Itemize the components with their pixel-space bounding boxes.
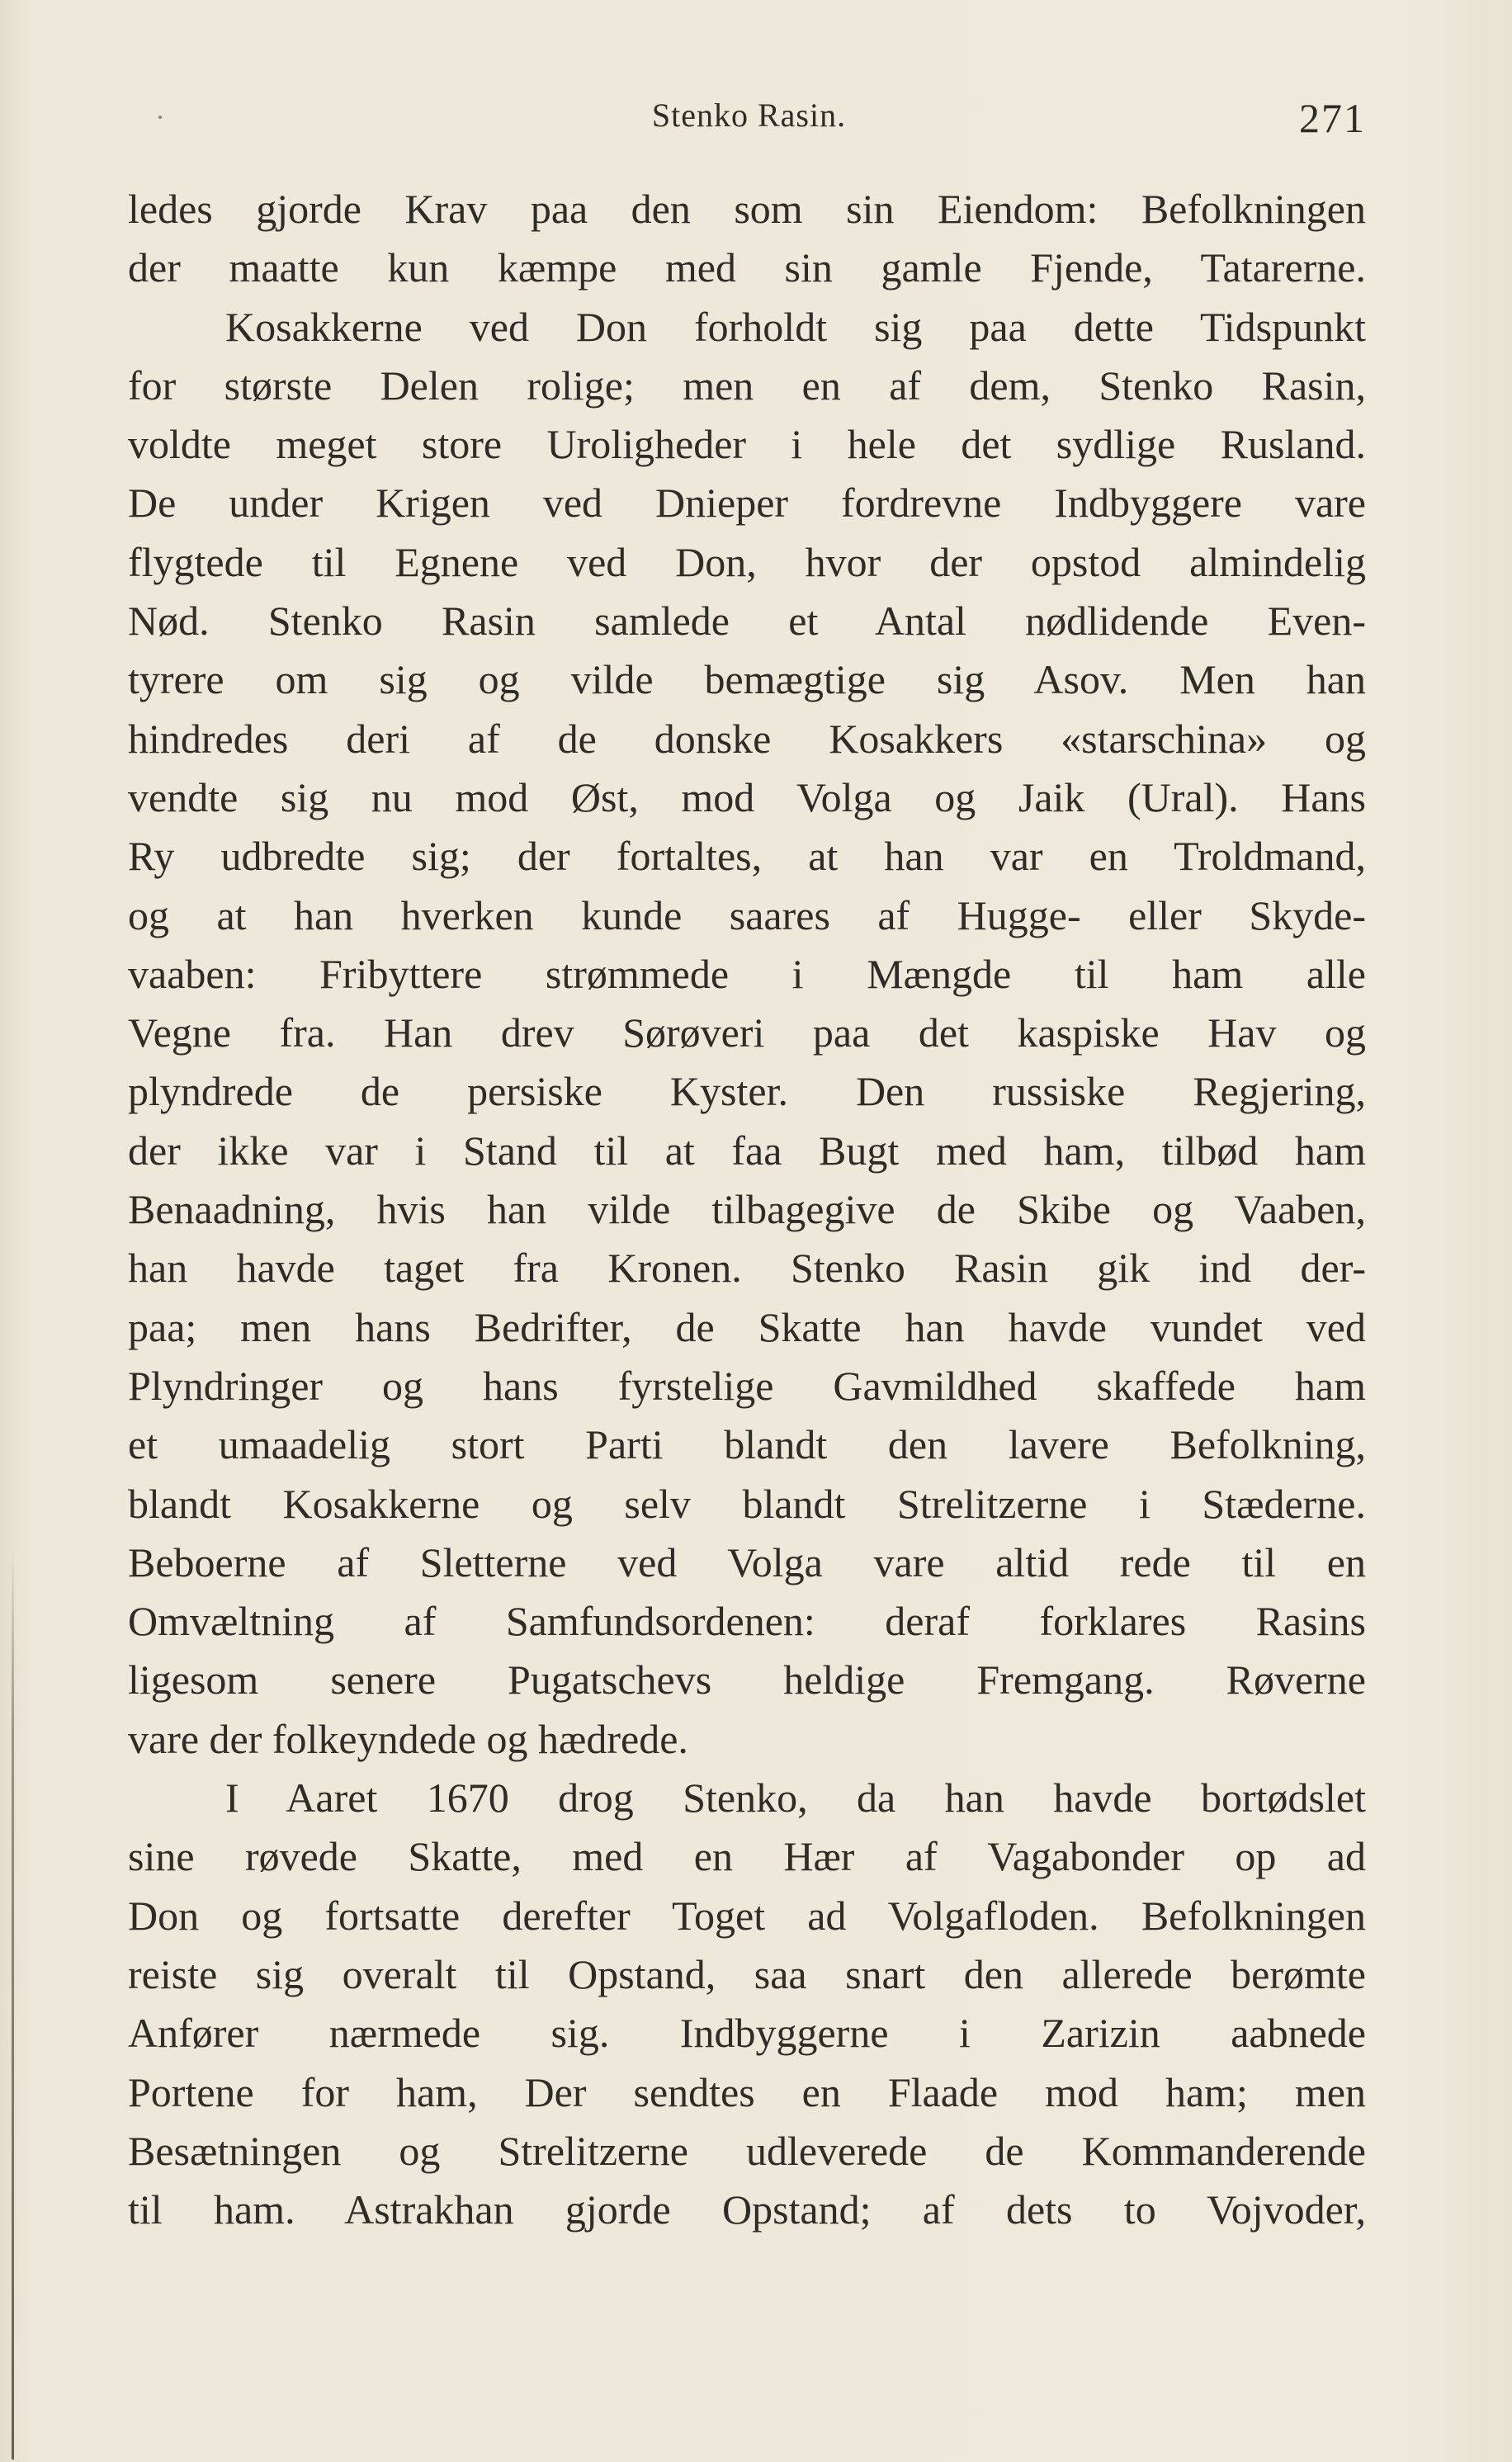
text-line: tyrere om sig og vilde bemægtige sig Asov. Men han bbox=[128, 656, 1366, 703]
text-line: for største Delen rolige; men en af dem, Stenko Rasin, bbox=[128, 362, 1366, 409]
text-line: der maatte kun kæmpe med sin gamle Fjende, Tatarerne. bbox=[128, 244, 1366, 291]
text-line: Anfører nærmede sig. Indbyggerne i Zarizin aabnede bbox=[128, 2010, 1366, 2057]
text-line: vendte sig nu mod Øst, mod Volga og Jaik (Ural). Hans bbox=[128, 773, 1366, 820]
text-line: til ham. Astrakhan gjorde Opstand; af dets to Vojvoder, bbox=[128, 2186, 1366, 2233]
text-line: han havde taget fra Kronen. Stenko Rasin gik ind der- bbox=[128, 1245, 1366, 1292]
text-line: plyndrede de persiske Kyster. Den russiske Regjering, bbox=[128, 1068, 1366, 1115]
page-header bbox=[132, 89, 1366, 139]
text-line: hindredes deri af de donske Kosakkers «starschina» og bbox=[128, 715, 1366, 762]
text-line: Ry udbredte sig; der fortaltes, at han var en Troldmand, bbox=[128, 833, 1366, 880]
text-line: vare der folkeyndede og hædrede. bbox=[128, 1715, 688, 1762]
text-line: reiste sig overalt til Opstand, saa snart den allerede berømte bbox=[128, 1950, 1366, 1997]
text-line: Nød. Stenko Rasin samlede et Antal nødlidende Even- bbox=[128, 598, 1366, 645]
page-number: 271 bbox=[1299, 95, 1366, 141]
running-title: Stenko Rasin. bbox=[651, 97, 847, 134]
text-line: blandt Kosakkerne og selv blandt Strelitzerne i Stæderne. bbox=[128, 1480, 1366, 1527]
text-line: Besætningen og Strelitzerne udleverede de Kommanderende bbox=[128, 2127, 1366, 2174]
text-line: De under Krigen ved Dnieper fordrevne Indbyggere vare bbox=[128, 480, 1366, 527]
text-line: Don og fortsatte derefter Toget ad Volgafloden. Befolkningen bbox=[128, 1892, 1366, 1939]
text-line: vaaben: Fribyttere strømmede i Mængde til ham alle bbox=[128, 950, 1366, 997]
text-line: sine røvede Skatte, med en Hær af Vagabonder op ad bbox=[128, 1833, 1366, 1880]
text-line: Vegne fra. Han drev Sørøveri paa det kaspiske Hav og bbox=[128, 1009, 1366, 1056]
text-line: Plyndringer og hans fyrstelige Gavmildhed skaffede ham bbox=[128, 1362, 1366, 1409]
text-line: I Aaret 1670 drog Stenko, da han havde bortødslet bbox=[225, 1774, 1366, 1822]
text-line: Benaadning, hvis han vilde tilbagegive de Skibe og Vaaben, bbox=[128, 1186, 1366, 1233]
body-text bbox=[128, 180, 1366, 2239]
text-line: der ikke var i Stand til at faa Bugt med ham, tilbød ham bbox=[128, 1127, 1366, 1174]
text-line: voldte meget store Uroligheder i hele det sydlige Rusland. bbox=[128, 421, 1366, 468]
page-edge-shadow bbox=[12, 1552, 14, 2460]
text-line: et umaadelig stort Parti blandt den lavere Befolkning, bbox=[128, 1421, 1366, 1468]
text-line: ligesom senere Pugatschevs heldige Fremgang. Røverne bbox=[128, 1656, 1366, 1704]
text-line: Portene for ham, Der sendtes en Flaade mod ham; men bbox=[128, 2068, 1366, 2115]
text-line: Omvæltning af Samfundsordenen: deraf forklares Rasins bbox=[128, 1598, 1366, 1645]
text-line: flygtede til Egnene ved Don, hvor der opstod almindelig bbox=[128, 538, 1366, 585]
text-line: ledes gjorde Krav paa den som sin Eiendom: Befolkningen bbox=[128, 186, 1366, 232]
text-line: Beboerne af Sletterne ved Volga vare altid rede til en bbox=[128, 1538, 1366, 1585]
text-line: paa; men hans Bedrifter, de Skatte han havde vundet ved bbox=[128, 1303, 1366, 1350]
text-line: og at han hverken kunde saares af Hugge- eller Skyde- bbox=[128, 891, 1366, 938]
text-line: Kosakkerne ved Don forholdt sig paa dette Tidspunkt bbox=[225, 303, 1366, 350]
